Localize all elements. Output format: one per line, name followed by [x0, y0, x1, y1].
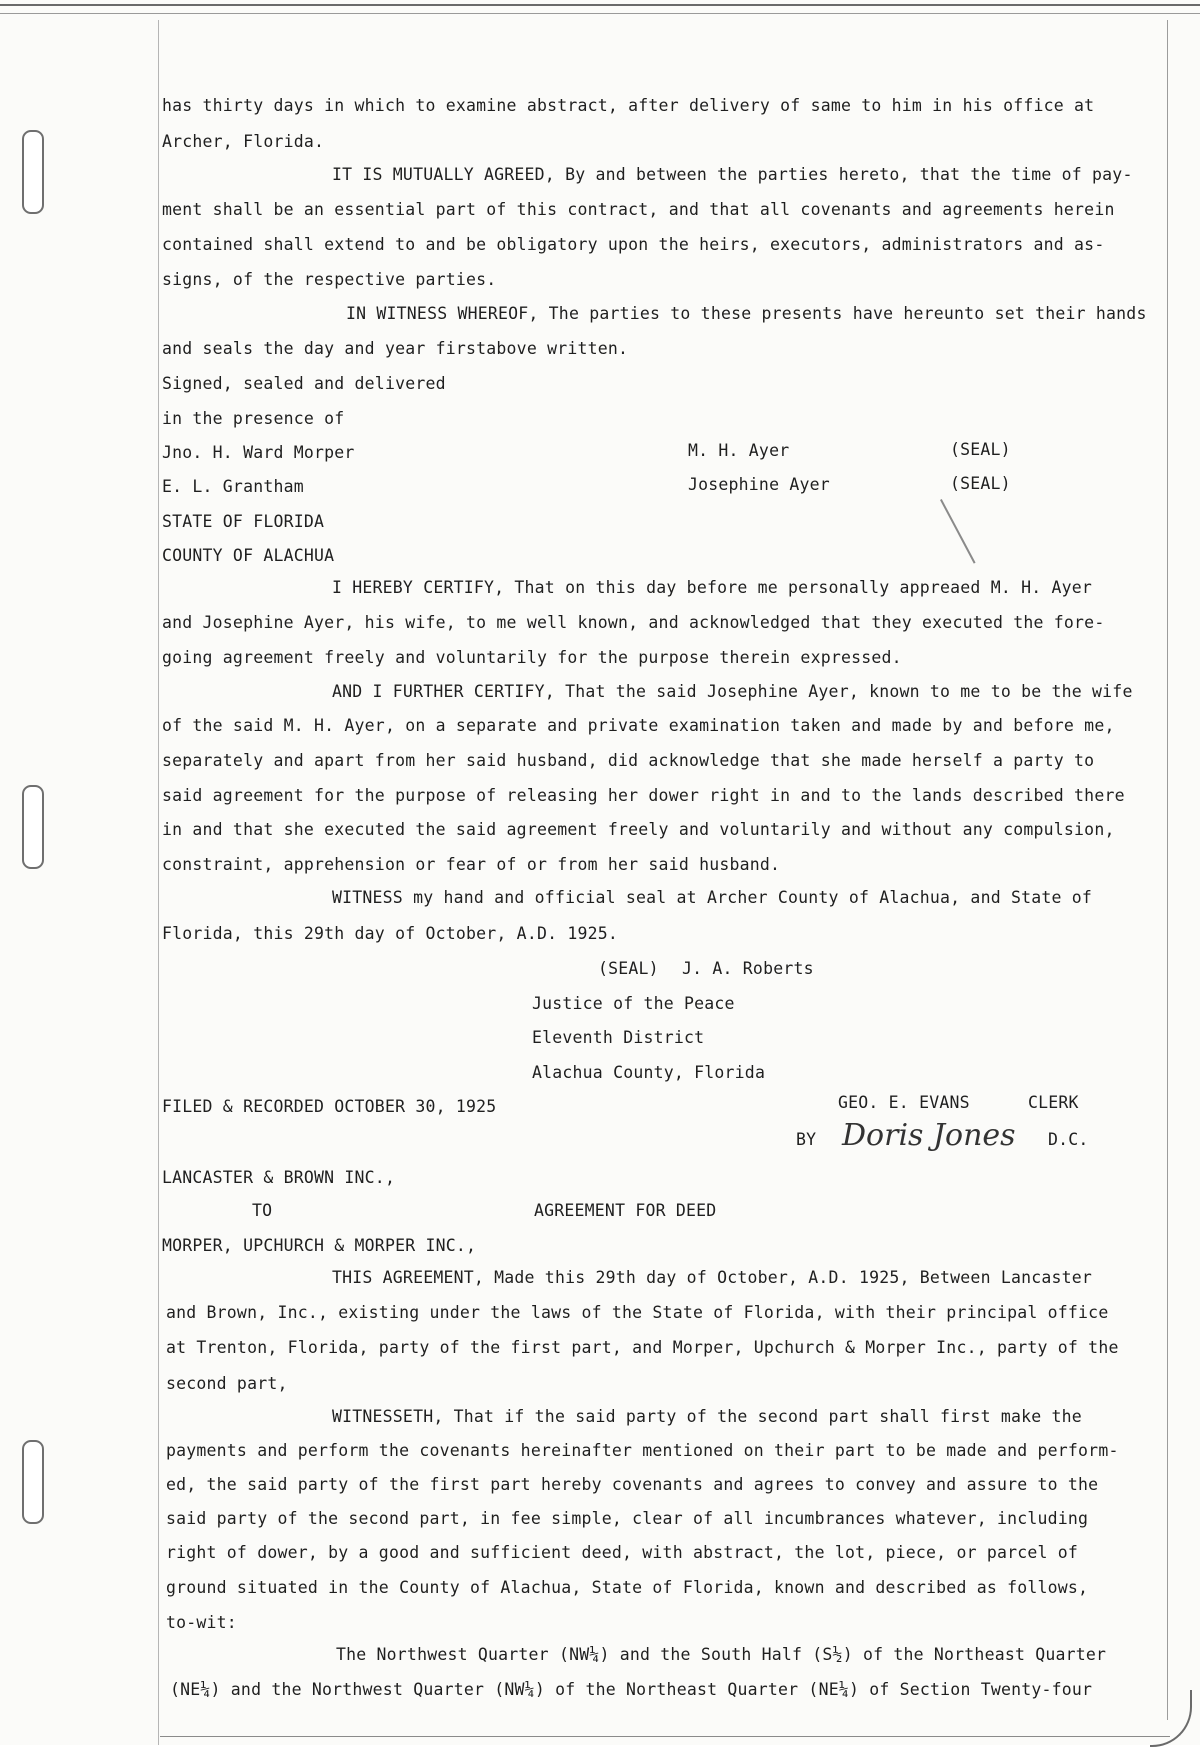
- text-line: The Northwest Quarter (NW¼) and the South Half (S½) of the Northeast Quarter: [336, 1645, 1107, 1664]
- deputy-clerk-label: D.C.: [1048, 1130, 1089, 1149]
- text-line: going agreement freely and voluntarily for the purpose therein expressed.: [162, 648, 902, 667]
- text-line: constraint, apprehension or fear of or from her said husband.: [162, 855, 781, 874]
- justice-district: Eleventh District: [532, 1028, 705, 1047]
- text-line: and seals the day and year firstabove written.: [162, 339, 629, 358]
- text-line: of the said M. H. Ayer, on a separate and private examination taken and made by and before me,: [162, 716, 1115, 735]
- to-label: TO: [252, 1201, 273, 1220]
- text-line: payments and perform the covenants hereinafter mentioned on their part to be made and perform-: [166, 1441, 1119, 1460]
- justice-name: J. A. Roberts: [682, 959, 814, 978]
- page-corner-curl: [1150, 1690, 1192, 1747]
- text-line: and Josephine Ayer, his wife, to me well known, and acknowledged that they executed the fore-: [162, 613, 1105, 632]
- text-line: WITNESSETH, That if the said party of the second part shall first make the: [332, 1407, 1082, 1426]
- text-line: at Trenton, Florida, party of the first part, and Morper, Upchurch & Morper Inc., party of the: [166, 1338, 1119, 1357]
- text-line: contained shall extend to and be obligatory upon the heirs, executors, administrators and as-: [162, 235, 1105, 254]
- right-margin-rule: [1167, 20, 1168, 1720]
- text-line: in and that she executed the said agreement freely and voluntarily and without any compulsion,: [162, 820, 1115, 839]
- signature-text: Doris Jones: [842, 1118, 1016, 1153]
- county-heading: COUNTY OF ALACHUA: [162, 546, 335, 565]
- text-line: ed, the said party of the first part hereby covenants and agrees to convey and assure to the: [166, 1475, 1099, 1494]
- text-line: Signed, sealed and delivered: [162, 374, 446, 393]
- text-line: said party of the second part, in fee simple, clear of all incumbrances whatever, including: [166, 1509, 1089, 1528]
- agreement-title: AGREEMENT FOR DEED: [534, 1201, 717, 1220]
- text-line: THIS AGREEMENT, Made this 29th day of October, A.D. 1925, Between Lancaster: [332, 1268, 1093, 1287]
- filed-recorded-line: FILED & RECORDED OCTOBER 30, 1925: [162, 1097, 497, 1116]
- text-line: said agreement for the purpose of releasing her dower right in and to the lands described there: [162, 786, 1125, 805]
- witness-name: Jno. H. Ward Morper: [162, 443, 355, 462]
- signatory-name: M. H. Ayer: [688, 441, 790, 460]
- signatory-name: Josephine Ayer: [688, 475, 830, 494]
- seal-label: (SEAL): [950, 440, 1011, 459]
- bottom-border-rule: [160, 1736, 1170, 1737]
- binder-hole-middle: [22, 785, 44, 869]
- text-line: WITNESS my hand and official seal at Archer County of Alachua, and State of: [332, 888, 1093, 907]
- binder-hole-bottom: [22, 1440, 44, 1524]
- seal-label: (SEAL): [598, 959, 659, 978]
- text-line: (NE¼) and the Northwest Quarter (NW¼) of the Northeast Quarter (NE¼) of Section Twenty-four: [170, 1680, 1093, 1699]
- text-line: in the presence of: [162, 409, 345, 428]
- text-line: signs, of the respective parties.: [162, 270, 497, 289]
- text-line: and Brown, Inc., existing under the laws of the State of Florida, with their principal office: [166, 1303, 1109, 1322]
- justice-county: Alachua County, Florida: [532, 1063, 766, 1082]
- binder-hole-top: [22, 130, 44, 214]
- text-line: second part,: [166, 1374, 288, 1393]
- top-border-rule: [0, 4, 1200, 14]
- justice-title: Justice of the Peace: [532, 994, 735, 1013]
- seal-label: (SEAL): [950, 474, 1011, 493]
- text-line: IN WITNESS WHEREOF, The parties to these presents have hereunto set their hands: [346, 304, 1147, 323]
- grantor-name: LANCASTER & BROWN INC.,: [162, 1168, 396, 1187]
- seal-pen-stroke: [940, 499, 976, 564]
- clerk-role: CLERK: [1028, 1093, 1079, 1112]
- clerk-name: GEO. E. EVANS: [838, 1093, 970, 1112]
- text-line: separately and apart from her said husband, did acknowledge that she made herself a party to: [162, 751, 1095, 770]
- left-margin-rule: [158, 20, 159, 1745]
- text-line: has thirty days in which to examine abstract, after delivery of same to him in his office at: [162, 96, 1095, 115]
- witness-name: E. L. Grantham: [162, 477, 304, 496]
- state-heading: STATE OF FLORIDA: [162, 512, 325, 531]
- text-line: I HEREBY CERTIFY, That on this day before me personally appreaed M. H. Ayer: [332, 578, 1093, 597]
- by-label: BY: [796, 1130, 817, 1149]
- clerk-signature: [842, 1118, 1047, 1170]
- text-line: Florida, this 29th day of October, A.D. 1925.: [162, 924, 619, 943]
- text-line: IT IS MUTUALLY AGREED, By and between the parties hereto, that the time of pay-: [332, 165, 1133, 184]
- text-line: Archer, Florida.: [162, 132, 325, 151]
- text-line: ground situated in the County of Alachua, State of Florida, known and described as follows,: [166, 1578, 1089, 1597]
- text-line: AND I FURTHER CERTIFY, That the said Josephine Ayer, known to me to be the wife: [332, 682, 1133, 701]
- text-line: right of dower, by a good and sufficient deed, with abstract, the lot, piece, or parcel of: [166, 1543, 1079, 1562]
- text-line: ment shall be an essential part of this contract, and that all covenants and agreements herein: [162, 200, 1115, 219]
- grantee-name: MORPER, UPCHURCH & MORPER INC.,: [162, 1236, 477, 1255]
- text-line: to-wit:: [166, 1613, 237, 1632]
